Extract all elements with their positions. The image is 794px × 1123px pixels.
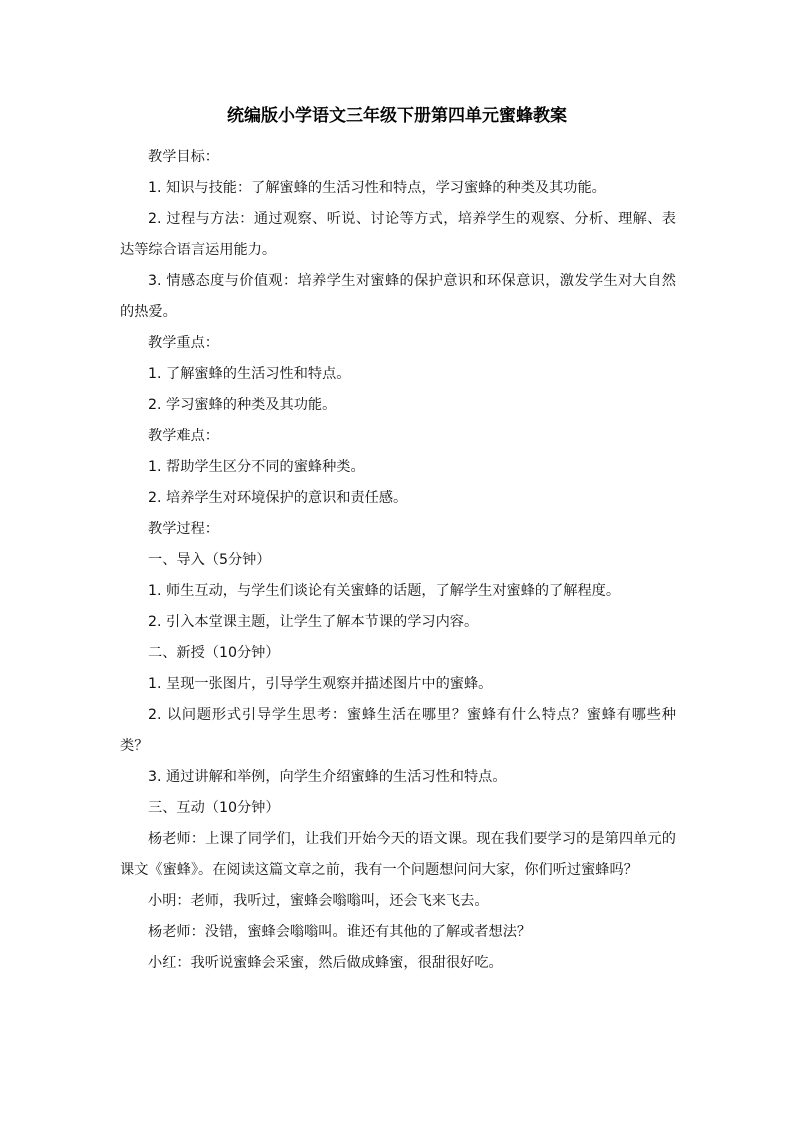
paragraph: 1. 师生互动，与学生们谈论有关蜜蜂的话题，了解学生对蜜蜂的了解程度。	[148, 583, 621, 599]
paragraph: 3. 通过讲解和举例，向学生介绍蜜蜂的生活习性和特点。	[148, 769, 507, 785]
paragraph: 教学难点：	[148, 428, 219, 444]
paragraph: 小明：老师，我听过，蜜蜂会嗡嗡叫，还会飞来飞去。	[148, 893, 489, 909]
document-title: 统编版小学语文三年级下册第四单元蜜蜂教案	[227, 106, 567, 126]
paragraph: 杨老师：没错，蜜蜂会嗡嗡叫。谁还有其他的了解或者想法？	[148, 924, 532, 940]
paragraph: 教学重点：	[148, 335, 219, 351]
paragraph: 二、新授（10分钟）	[148, 645, 280, 661]
paragraph: 杨老师：上课了同学们，让我们开始今天的语文课。现在我们要学习的是第四单元的课文《蜜蜂》。在阅读这篇文章之前，我有一个问题想问问大家，你们听过蜜蜂吗？	[120, 831, 676, 878]
paragraph: 1. 帮助学生区分不同的蜜蜂种类。	[148, 459, 365, 475]
paragraph: 三、互动（10分钟）	[148, 800, 280, 816]
paragraph: 教学过程：	[148, 521, 219, 537]
paragraph: 1. 呈现一张图片，引导学生观察并描述图片中的蜜蜂。	[148, 676, 493, 692]
paragraph: 2. 引入本堂课主题，让学生了解本节课的学习内容。	[148, 614, 479, 630]
paragraph: 1. 了解蜜蜂的生活习性和特点。	[148, 366, 351, 382]
paragraph: 小红：我听说蜜蜂会采蜜，然后做成蜂蜜，很甜很好吃。	[148, 955, 503, 971]
paragraph: 教学目标：	[148, 149, 219, 165]
paragraph: 2. 培养学生对环境保护的意识和责任感。	[148, 490, 408, 506]
paragraph: 2. 以问题形式引导学生思考：蜜蜂生活在哪里？蜜蜂有什么特点？蜜蜂有哪些种类？	[120, 707, 676, 754]
document-body	[120, 142, 676, 979]
paragraph: 一、导入（5分钟）	[148, 552, 271, 568]
paragraph: 2. 学习蜜蜂的种类及其功能。	[148, 397, 337, 413]
paragraph: 3. 情感态度与价值观：培养学生对蜜蜂的保护意识和环保意识，激发学生对大自然的热爱。	[120, 273, 676, 320]
paragraph: 2. 过程与方法：通过观察、听说、讨论等方式，培养学生的观察、分析、理解、表达等综合语言运用能力。	[120, 211, 676, 258]
paragraph: 1. 知识与技能：了解蜜蜂的生活习性和特点，学习蜜蜂的种类及其功能。	[148, 180, 606, 196]
